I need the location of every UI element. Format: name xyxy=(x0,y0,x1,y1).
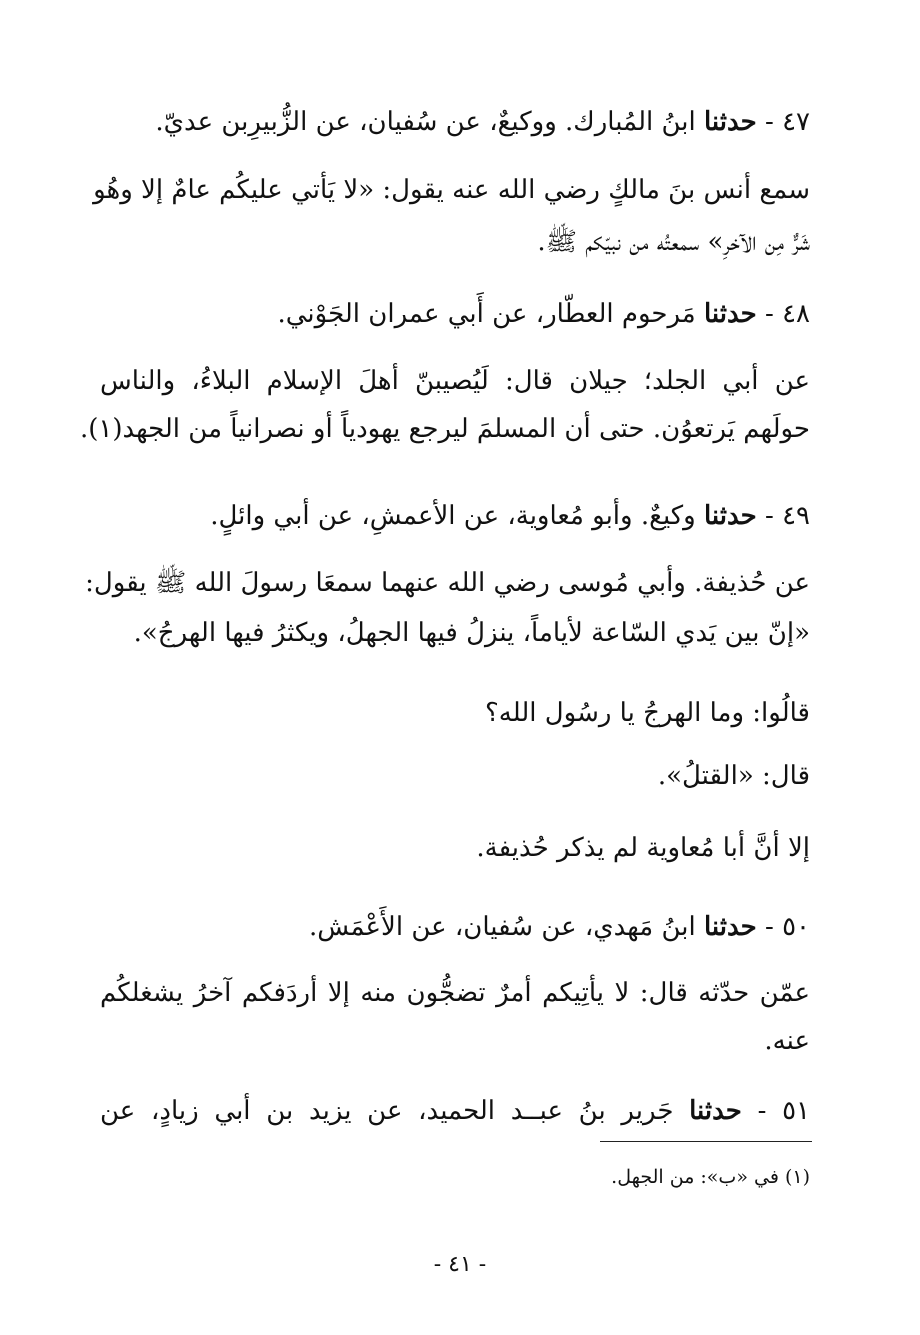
hadith-48-matn-line-2: حولَهم يَرتعوُن. حتى أن المسلمَ ليرجع يهودياً أو نصرانياً من الجهد(١). xyxy=(79,414,810,444)
hadith-number: ٤٧ - xyxy=(765,107,810,137)
hadith-number: ٤٨ - xyxy=(765,299,810,329)
haddathana-keyword: حدثنا xyxy=(704,299,757,329)
haddathana-keyword: حدثنا xyxy=(689,1096,742,1126)
hadith-47-isnad-line xyxy=(100,109,810,135)
hadith-number: ٤٩ - xyxy=(765,501,810,531)
hadith-49-note: إلا أنَّ أبا مُعاوية لم يذكر حُذيفة. xyxy=(476,833,810,863)
hadith-48-isnad-line xyxy=(100,301,810,327)
footnote-separator xyxy=(600,1141,812,1142)
haddathana-keyword: حدثنا xyxy=(704,501,757,531)
hadith-51-isnad-line xyxy=(100,1098,810,1124)
hadith-50-isnad-line xyxy=(100,914,810,940)
hadith-49-matn-line-1: عن حُذيفة. وأبي مُوسى رضي الله عنهما سمعَا رسولَ الله ﷺ يقول: xyxy=(85,568,810,598)
hadith-number: ٥٠ - xyxy=(765,912,810,942)
hadith-47-matn-line-2: شَرٌّ مِن الآخرِ» سمعتُه من نبيّكم ﷺ. xyxy=(537,227,810,257)
hadith-49-answer: قال: «القتلُ». xyxy=(657,761,810,791)
isnad-text: مَرحوم العطّار، عن أَبي عمران الجَوْني. xyxy=(277,299,696,329)
hadith-number: ٥١ - xyxy=(757,1096,811,1126)
hadith-49-isnad-line xyxy=(100,503,810,529)
haddathana-keyword: حدثنا xyxy=(704,107,757,137)
hadith-50-matn-line-1: عمّن حدّثه قال: لا يأتِيكم أمرٌ تضجُّون منه إلا أردَفكم آخرُ يشغلكُم xyxy=(100,978,810,1008)
haddathana-keyword: حدثنا xyxy=(704,912,757,942)
footnote: (١) في «ب»: من الجهل. xyxy=(611,1166,810,1188)
isnad-text: ابنُ مَهدي، عن سُفيان، عن الأَعْمَش. xyxy=(309,912,696,942)
hadith-49-question: قالُوا: وما الهرجُ يا رسُول الله؟ xyxy=(485,698,810,728)
isnad-text: جَرير بنُ عبــد الحميد، عن يزيد بن أبي زيادٍ، عن xyxy=(100,1096,674,1126)
hadith-48-matn-line-1: عن أبي الجلد؛ جيلان قال: لَيُصيبنّ أهلَ الإسلام البلاءُ، والناس xyxy=(100,366,810,396)
hadith-47-matn-line-1: سمع أنس بنَ مالكٍ رضي الله عنه يقول: «لا يَأتي عليكُم عامٌ إلا وهُو xyxy=(93,175,810,205)
page-number: - ٤١ - xyxy=(433,1252,487,1277)
hadith-49-matn-line-2: «إنّ بين يَدي السّاعة لأياماً، ينزلُ فيها الجهلُ، ويكثرُ فيها الهرجُ». xyxy=(133,618,810,648)
isnad-text: ابنُ المُبارك. ووكيعٌ، عن سُفيان، عن الزُّبيرِبن عديّ. xyxy=(155,107,696,137)
isnad-text: وكيعٌ. وأبو مُعاوية، عن الأعمشِ، عن أبي وائلٍ. xyxy=(210,501,696,531)
hadith-50-matn-line-2: عنه. xyxy=(764,1026,810,1056)
